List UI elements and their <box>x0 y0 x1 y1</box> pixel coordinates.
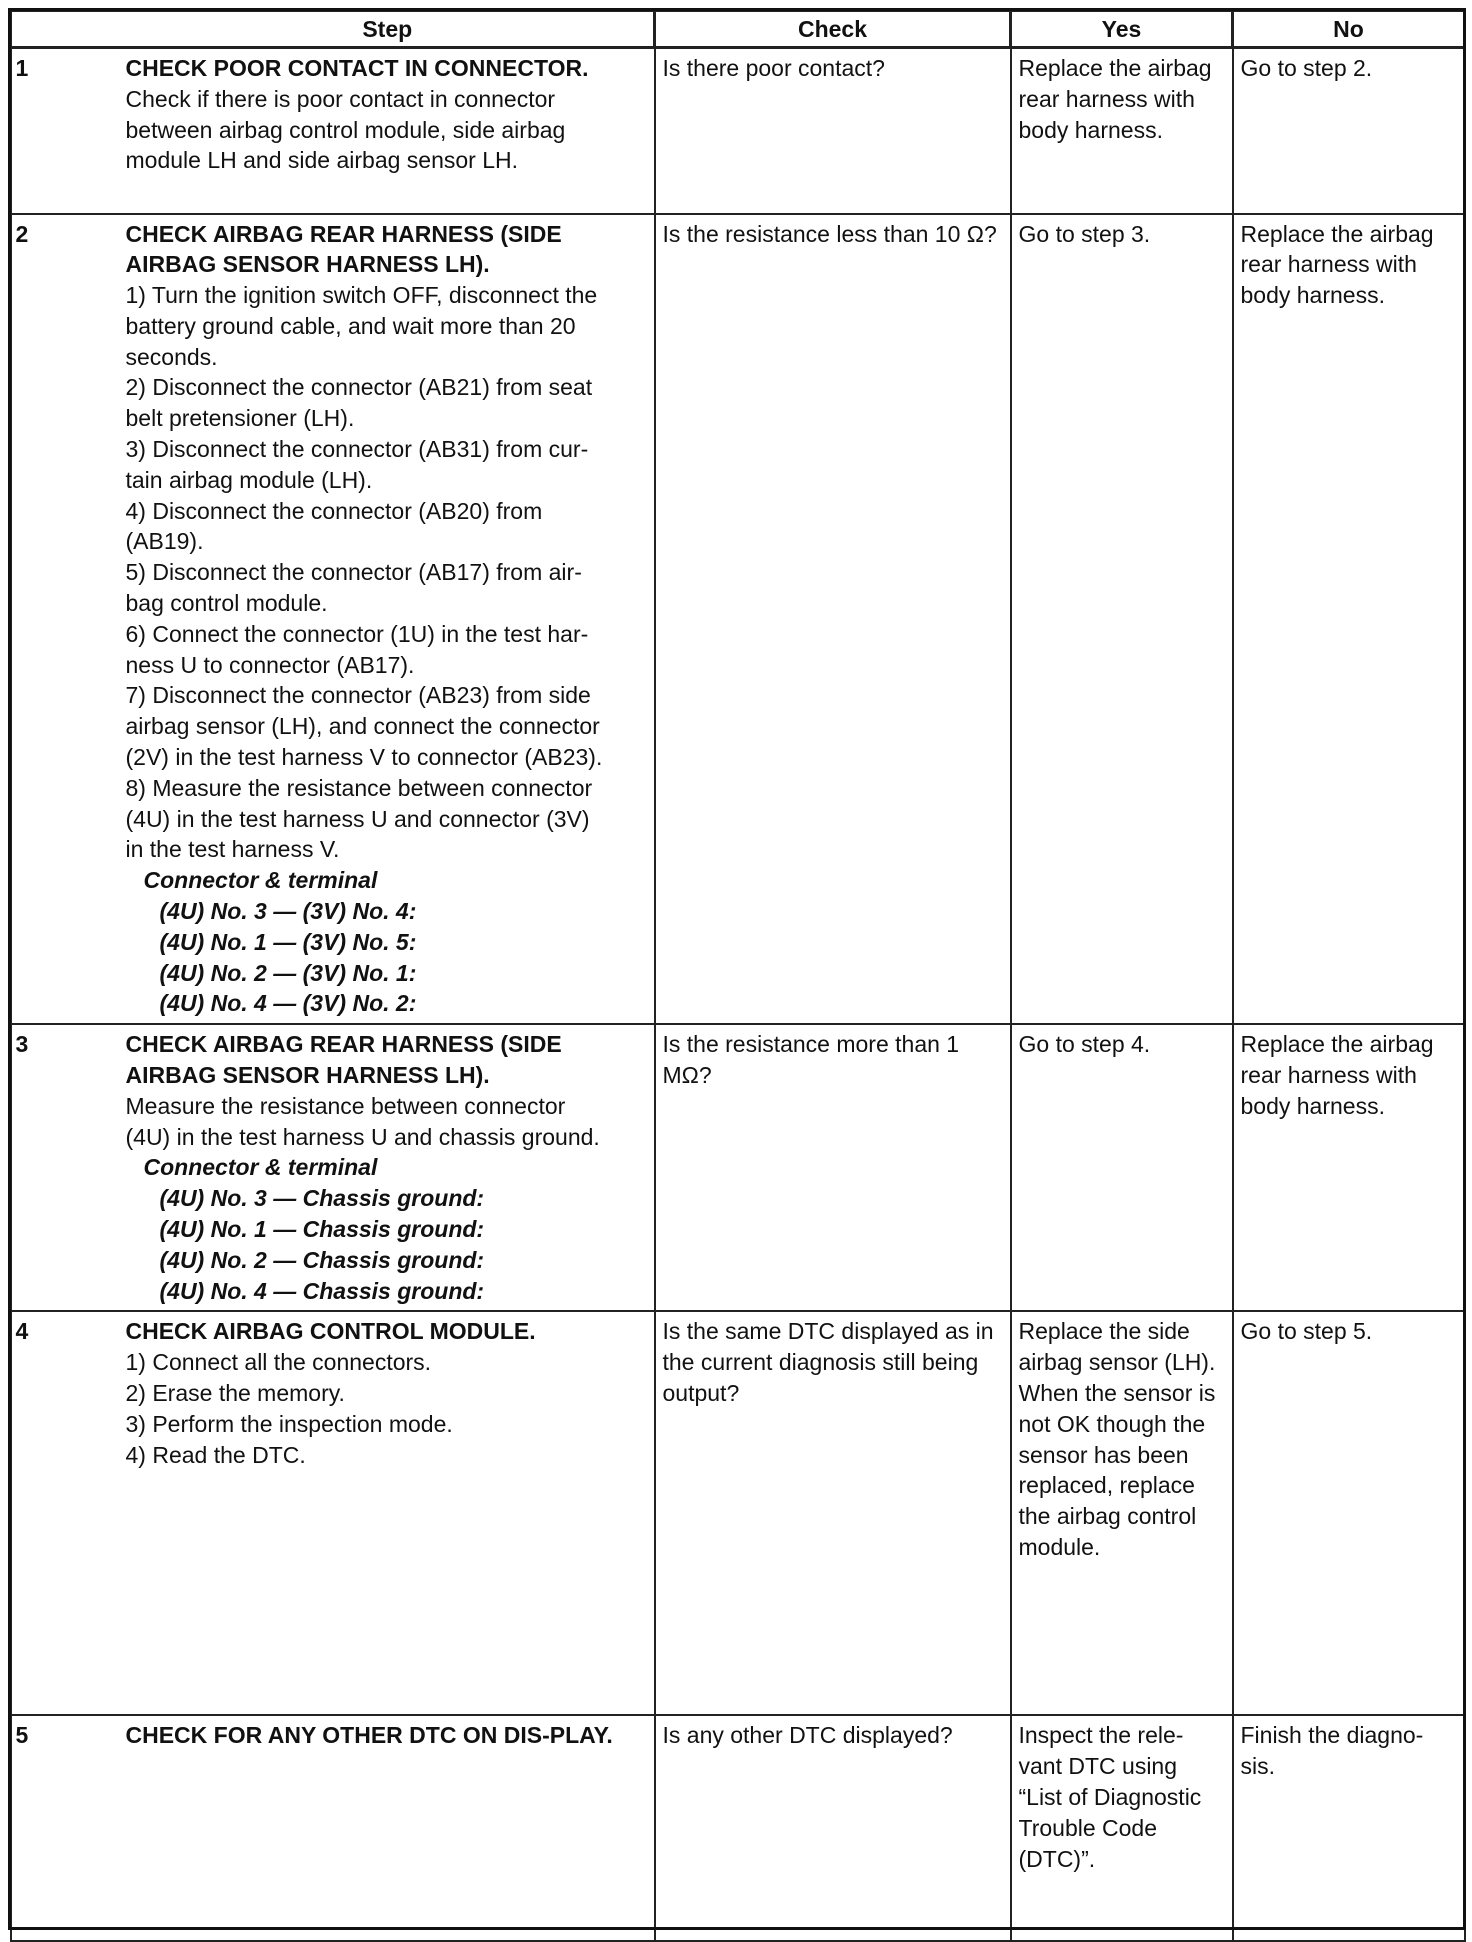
yes-cell: Replace the airbag rear harness with body harness. <box>1011 48 1233 214</box>
step-instruction-line: (2V) in the test harness V to connector (AB23). <box>125 744 603 771</box>
step-cell <box>122 1715 655 1941</box>
no-cell: Replace the airbag rear harness with body harness. <box>1233 214 1465 1025</box>
diagnostic-table <box>9 9 1466 1942</box>
connector-terminal-line: (4U) No. 4 — (3V) No. 2: <box>159 990 417 1017</box>
step-instruction-line: tain airbag module (LH). <box>125 466 373 493</box>
connector-terminal-line: (4U) No. 3 — (3V) No. 4: <box>159 898 417 925</box>
yes-cell: Go to step 4. <box>1011 1024 1233 1311</box>
check-cell: Is the resistance more than 1 MΩ? <box>655 1024 1011 1311</box>
header-yes: Yes <box>1011 11 1233 48</box>
table-row <box>11 1024 1465 1311</box>
no-cell: Replace the airbag rear harness with body harness. <box>1233 1024 1465 1311</box>
step-instruction-line: 1) Turn the ignition switch OFF, disconnect the <box>125 282 598 309</box>
step-title: CHECK AIRBAG REAR HARNESS (SIDE AIRBAG SENSOR HARNESS LH). <box>125 220 562 278</box>
header-step-number <box>11 11 122 48</box>
check-cell: Is there poor contact? <box>655 48 1011 214</box>
step-instruction-line: 3) Disconnect the connector (AB31) from cur- <box>125 436 589 463</box>
check-cell: Is the same DTC displayed as in the current diagnosis still being output? <box>655 1311 1011 1715</box>
check-cell: Is the resistance less than 10 Ω? <box>655 214 1011 1025</box>
step-instruction-line: 1) Connect all the connectors. <box>125 1349 432 1376</box>
step-number: 3 <box>11 1024 122 1311</box>
step-title: CHECK FOR ANY OTHER DTC ON DIS-PLAY. <box>125 1722 613 1749</box>
step-instruction-line: battery ground cable, and wait more than 20 <box>125 312 576 339</box>
step-instruction-line: ness U to connector (AB17). <box>125 651 415 678</box>
connector-terminal-line: (4U) No. 2 — Chassis ground: <box>159 1246 485 1273</box>
step-title: CHECK AIRBAG CONTROL MODULE. <box>125 1318 536 1345</box>
step-instruction-line: belt pretensioner (LH). <box>125 405 355 432</box>
step-instruction-line: bag control module. <box>125 590 328 617</box>
step-cell <box>122 214 655 1025</box>
step-instruction-line: 7) Disconnect the connector (AB23) from side <box>125 682 591 709</box>
step-cell <box>122 48 655 214</box>
step-number: 4 <box>11 1311 122 1715</box>
connector-terminal-label: Connector & terminal <box>143 1154 378 1181</box>
header-check: Check <box>655 11 1011 48</box>
step-instruction-line: module LH and side airbag sensor LH. <box>125 147 519 174</box>
header-step: Step <box>122 11 655 48</box>
step-instruction-line: airbag sensor (LH), and connect the connector <box>125 713 600 740</box>
connector-terminal-label: Connector & terminal <box>143 867 378 894</box>
step-instruction-line: 2) Disconnect the connector (AB21) from seat <box>125 374 593 401</box>
step-number: 2 <box>11 214 122 1025</box>
step-number: 1 <box>11 48 122 214</box>
yes-cell: Replace the side airbag sensor (LH). When the sensor is not OK though the sensor has been replaced, replace the airbag control module. <box>1011 1311 1233 1715</box>
step-instruction-line: 4) Disconnect the connector (AB20) from <box>125 497 543 524</box>
step-instruction-line: between airbag control module, side airbag <box>125 116 566 143</box>
step-instruction-line: (4U) in the test harness U and connector (3V) <box>125 805 590 832</box>
step-instruction-line: seconds. <box>125 343 218 370</box>
step-instruction-line: 5) Disconnect the connector (AB17) from air- <box>125 559 582 586</box>
connector-terminal-line: (4U) No. 4 — Chassis ground: <box>159 1277 485 1304</box>
table-row <box>11 48 1465 214</box>
table-row <box>11 1715 1465 1941</box>
yes-cell: Go to step 3. <box>1011 214 1233 1025</box>
step-instruction-line: Check if there is poor contact in connector <box>125 85 556 112</box>
check-cell: Is any other DTC displayed? <box>655 1715 1011 1941</box>
connector-terminal-line: (4U) No. 3 — Chassis ground: <box>159 1185 485 1212</box>
step-instruction-line: 4) Read the DTC. <box>125 1441 306 1468</box>
step-cell <box>122 1311 655 1715</box>
step-instruction-line: (AB19). <box>125 528 204 555</box>
table-row <box>11 214 1465 1025</box>
step-instruction-line: (4U) in the test harness U and chassis ground. <box>125 1123 600 1150</box>
step-title: CHECK AIRBAG REAR HARNESS (SIDE AIRBAG SENSOR HARNESS LH). <box>125 1031 562 1089</box>
connector-terminal-line: (4U) No. 2 — (3V) No. 1: <box>159 959 417 986</box>
step-instruction-line: 3) Perform the inspection mode. <box>125 1410 453 1437</box>
step-instruction-line: in the test harness V. <box>125 836 340 863</box>
table-header-row <box>11 11 1465 48</box>
step-instruction-line: 2) Erase the memory. <box>125 1379 345 1406</box>
step-instruction-line: 8) Measure the resistance between connector <box>125 774 593 801</box>
table-row <box>11 1311 1465 1715</box>
yes-cell: Inspect the rele-vant DTC using “List of Diagnostic Trouble Code (DTC)”. <box>1011 1715 1233 1941</box>
step-cell <box>122 1024 655 1311</box>
step-number: 5 <box>11 1715 122 1941</box>
step-title: CHECK POOR CONTACT IN CONNECTOR. <box>125 55 589 81</box>
connector-terminal-line: (4U) No. 1 — Chassis ground: <box>159 1216 485 1242</box>
connector-terminal-line: (4U) No. 1 — (3V) No. 5: <box>159 928 417 955</box>
no-cell: Go to step 2. <box>1233 48 1465 214</box>
header-no: No <box>1233 11 1465 48</box>
step-instruction-line: Measure the resistance between connector <box>125 1092 566 1119</box>
no-cell: Go to step 5. <box>1233 1311 1465 1715</box>
no-cell: Finish the diagno-sis. <box>1233 1715 1465 1941</box>
step-instruction-line: 6) Connect the connector (1U) in the test har- <box>125 620 589 647</box>
